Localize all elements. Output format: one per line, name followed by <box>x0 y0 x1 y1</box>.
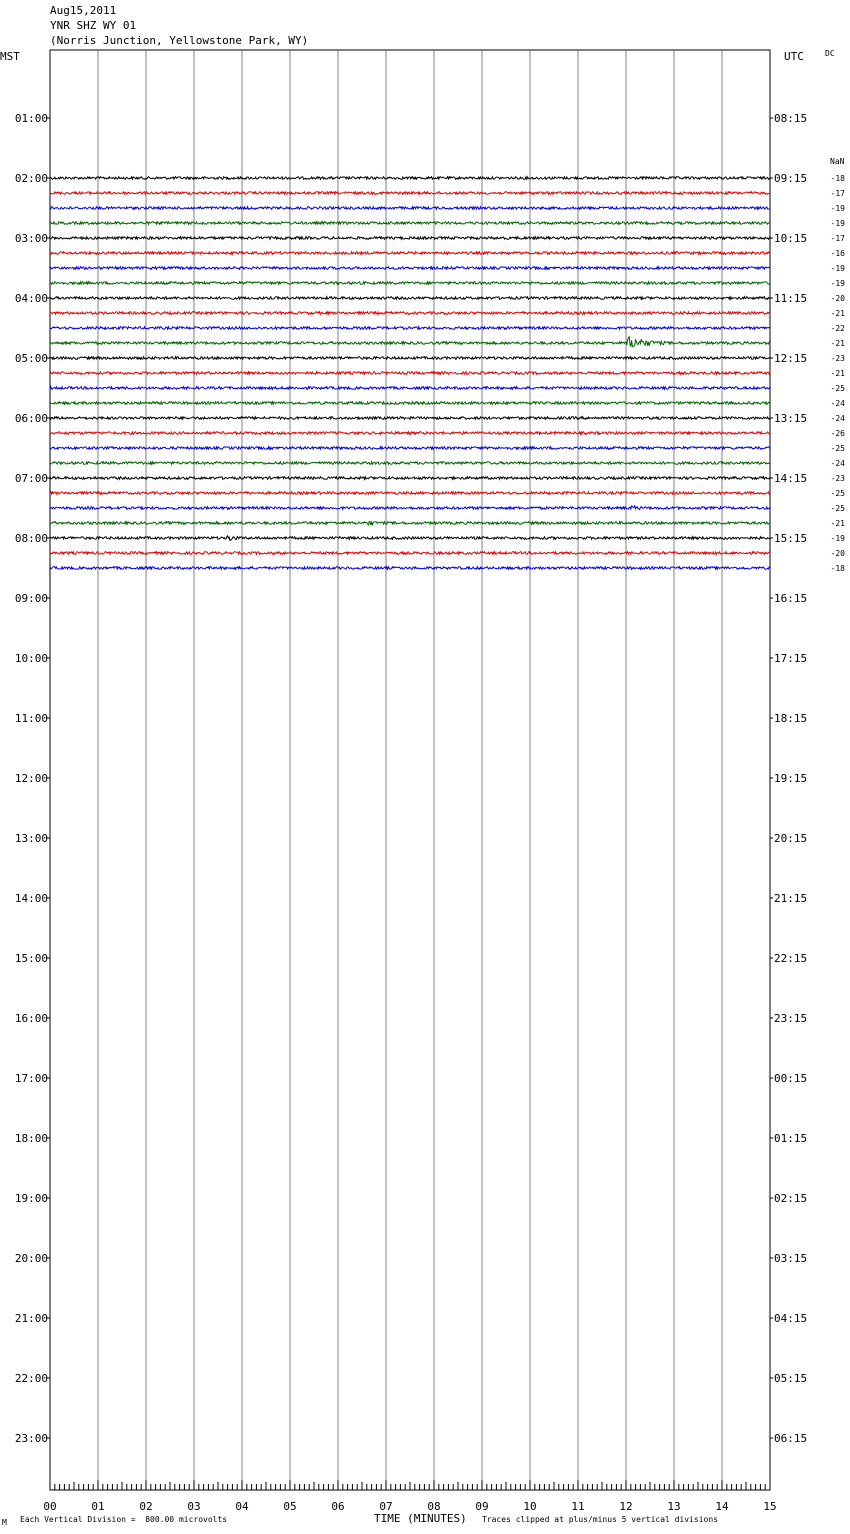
hour-label-mst: 10:00 <box>14 652 48 665</box>
hour-label-mst: 08:00 <box>14 532 48 545</box>
trace-line <box>50 477 770 480</box>
x-tick-label: 06 <box>331 1500 345 1513</box>
hour-label-utc: 11:15 <box>774 292 808 305</box>
x-tick-label: 15 <box>763 1500 777 1513</box>
hour-label-utc: 00:15 <box>774 1072 808 1085</box>
x-tick-label: 05 <box>283 1500 297 1513</box>
dc-offset-label: -21 <box>830 519 845 528</box>
hour-label-utc: 04:15 <box>774 1312 808 1325</box>
dc-offset-label: -24 <box>830 459 845 468</box>
hour-label-mst: 21:00 <box>14 1312 48 1325</box>
trace-line <box>50 417 770 420</box>
trace-line <box>50 536 770 541</box>
left-timezone-label: MST <box>0 50 20 63</box>
trace-line <box>50 492 770 495</box>
hour-label-mst: 13:00 <box>14 832 48 845</box>
hour-label-mst: 15:00 <box>14 952 48 965</box>
corner-mark: M <box>2 1518 7 1527</box>
trace-line <box>50 432 770 435</box>
dc-offset-label: -25 <box>830 504 845 513</box>
hour-label-utc: 05:15 <box>774 1372 808 1385</box>
trace-line <box>50 521 770 525</box>
x-tick-label: 00 <box>43 1500 57 1513</box>
plot-frame <box>50 50 770 1490</box>
trace-line <box>50 222 770 225</box>
x-tick-label: 02 <box>139 1500 153 1513</box>
trace-line <box>50 297 770 300</box>
trace-line <box>50 567 770 570</box>
x-tick-label: 04 <box>235 1500 249 1513</box>
clip-note: Traces clipped at plus/minus 5 vertical divisions <box>482 1515 719 1524</box>
hour-label-utc: 01:15 <box>774 1132 808 1145</box>
trace-line <box>50 267 770 270</box>
hour-label-utc: 16:15 <box>774 592 808 605</box>
hour-label-mst: 07:00 <box>14 472 48 485</box>
hour-label-mst: 11:00 <box>14 712 48 725</box>
hour-label-mst: 16:00 <box>14 1012 48 1025</box>
hour-label-mst: 18:00 <box>14 1132 48 1145</box>
hour-label-utc: 18:15 <box>774 712 808 725</box>
hour-label-utc: 19:15 <box>774 772 808 785</box>
hour-label-mst: 02:00 <box>14 172 48 185</box>
dc-offset-label: -17 <box>830 234 845 243</box>
hour-label-utc: 15:15 <box>774 532 808 545</box>
trace-line <box>50 357 770 360</box>
hour-label-utc: 09:15 <box>774 172 808 185</box>
dc-offset-label: -24 <box>830 414 845 423</box>
hour-label-utc: 10:15 <box>774 232 808 245</box>
dc-offset-label: -23 <box>830 354 845 363</box>
trace-line <box>50 282 770 285</box>
trace-line <box>50 207 770 210</box>
hour-label-utc: 22:15 <box>774 952 808 965</box>
hour-label-mst: 03:00 <box>14 232 48 245</box>
trace-line <box>50 552 770 555</box>
hour-label-mst: 05:00 <box>14 352 48 365</box>
hour-label-mst: 17:00 <box>14 1072 48 1085</box>
hour-label-utc: 06:15 <box>774 1432 808 1445</box>
dc-offset-label: -19 <box>830 279 845 288</box>
x-tick-label: 13 <box>667 1500 681 1513</box>
trace-line <box>50 337 770 347</box>
hour-label-mst: 04:00 <box>14 292 48 305</box>
dc-offset-label: -19 <box>830 204 845 213</box>
hour-label-mst: 01:00 <box>14 112 48 125</box>
x-tick-label: 12 <box>619 1500 633 1513</box>
trace-line <box>50 506 770 510</box>
trace-line <box>50 387 770 390</box>
dc-offset-label: -25 <box>830 489 845 498</box>
trace-line <box>50 312 770 315</box>
nan-label: NaN <box>830 157 845 166</box>
hour-label-utc: 20:15 <box>774 832 808 845</box>
hour-label-utc: 08:15 <box>774 112 808 125</box>
dc-offset-label: -17 <box>830 189 845 198</box>
dc-offset-label: -26 <box>830 429 845 438</box>
trace-line <box>50 177 770 180</box>
dc-offset-label: -20 <box>830 549 845 558</box>
dc-offset-label: -19 <box>830 219 845 228</box>
dc-offset-label: -22 <box>830 324 845 333</box>
dc-offset-label: -21 <box>830 339 845 348</box>
dc-offset-label: -21 <box>830 369 845 378</box>
dc-offset-label: -21 <box>830 309 845 318</box>
right-timezone-label: UTC <box>784 50 804 63</box>
dc-offset-label: -19 <box>830 534 845 543</box>
hour-label-utc: 17:15 <box>774 652 808 665</box>
trace-line <box>50 462 770 465</box>
x-tick-label: 08 <box>427 1500 441 1513</box>
x-tick-label: 07 <box>379 1500 393 1513</box>
x-tick-label: 01 <box>91 1500 105 1513</box>
dc-offset-label: -23 <box>830 474 845 483</box>
x-axis-label: TIME (MINUTES) <box>374 1512 467 1525</box>
hour-label-mst: 20:00 <box>14 1252 48 1265</box>
station-location: (Norris Junction, Yellowstone Park, WY) <box>50 34 309 47</box>
scale-note: Each Vertical Division = 800.00 microvolts <box>20 1515 228 1524</box>
x-tick-label: 03 <box>187 1500 201 1513</box>
hour-label-mst: 09:00 <box>14 592 48 605</box>
trace-line <box>50 252 770 255</box>
hour-label-utc: 12:15 <box>774 352 808 365</box>
hour-label-utc: 14:15 <box>774 472 808 485</box>
x-tick-label: 10 <box>523 1500 537 1513</box>
station-code: YNR SHZ WY 01 <box>50 19 137 32</box>
hour-label-utc: 23:15 <box>774 1012 808 1025</box>
hour-label-mst: 12:00 <box>14 772 48 785</box>
hour-label-mst: 22:00 <box>14 1372 48 1385</box>
hour-label-mst: 14:00 <box>14 892 48 905</box>
hour-label-mst: 19:00 <box>14 1192 48 1205</box>
dc-offset-label: -25 <box>830 444 845 453</box>
x-tick-label: 11 <box>571 1500 585 1513</box>
plot-date: Aug15,2011 <box>50 4 117 17</box>
dc-offset-label: -19 <box>830 264 845 273</box>
dc-offset-label: -16 <box>830 249 845 258</box>
x-tick-label: 09 <box>475 1500 489 1513</box>
dc-offset-label: -18 <box>830 174 845 183</box>
dc-offset-label: -18 <box>830 564 845 573</box>
dc-offset-label: -25 <box>830 384 845 393</box>
hour-label-mst: 23:00 <box>14 1432 48 1445</box>
dc-offset-label: -24 <box>830 399 845 408</box>
hour-label-utc: 03:15 <box>774 1252 808 1265</box>
hour-label-mst: 06:00 <box>14 412 48 425</box>
hour-label-utc: 13:15 <box>774 412 808 425</box>
hour-label-utc: 02:15 <box>774 1192 808 1205</box>
trace-line <box>50 237 770 240</box>
trace-line <box>50 402 770 405</box>
x-tick-label: 14 <box>715 1500 729 1513</box>
dc-label: DC <box>825 49 835 58</box>
dc-offset-label: -20 <box>830 294 845 303</box>
trace-line <box>50 447 770 450</box>
hour-label-utc: 21:15 <box>774 892 808 905</box>
trace-line <box>50 372 770 375</box>
trace-line <box>50 192 770 195</box>
trace-line <box>50 327 770 330</box>
